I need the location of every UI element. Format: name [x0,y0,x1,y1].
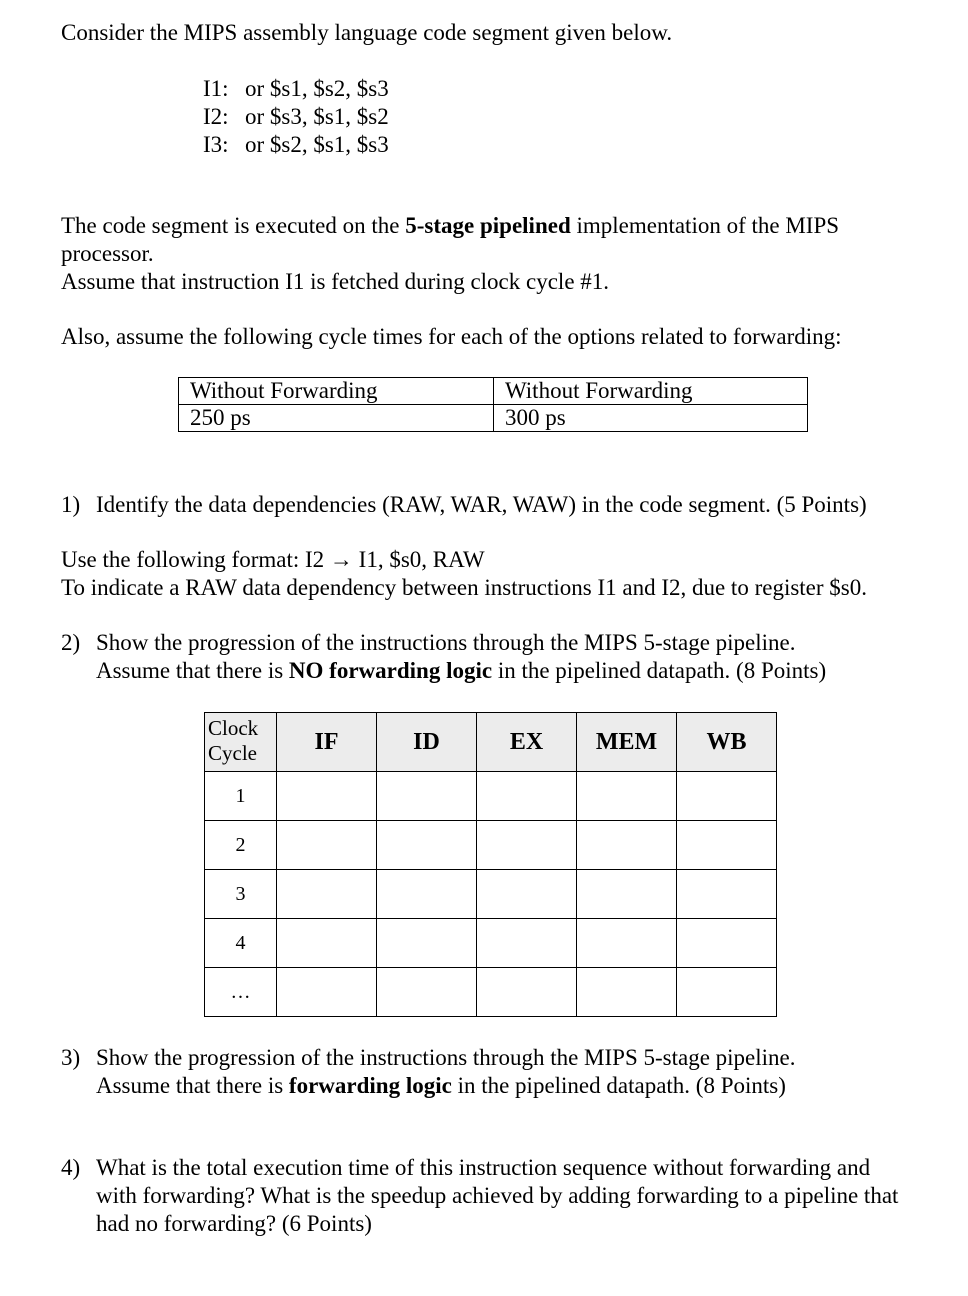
exec-post: implementation of the MIPS processor. [61,213,840,266]
code-segment [203,75,389,159]
table-row [205,968,777,1017]
stage-header-id: ID [377,713,477,772]
q2-line2-bold: NO forwarding logic [288,658,493,683]
question-number: 4) [61,1155,81,1180]
cycle-number: 3 [205,870,277,919]
exec-pre: The code segment is executed on the [61,213,406,238]
question-text [96,629,931,685]
pipeline-cell[interactable] [677,772,777,821]
clock-cycle-header [205,713,277,772]
question-text: Identify the data dependencies (RAW, WAR, WAW) in the code segment. (5 Points) [96,492,867,517]
pipeline-cell[interactable] [277,919,377,968]
question-number: 2) [61,630,81,655]
pipeline-cell[interactable] [577,870,677,919]
format-line: Use the following format: I2 → I1, $s0, RAW [61,547,485,572]
pipeline-cell[interactable] [377,919,477,968]
q2-line2-pre: Assume that there is [96,658,289,683]
pipeline-cell[interactable] [577,772,677,821]
q3-line2-bold: forwarding logic [288,1073,452,1098]
pipeline-cell[interactable] [277,821,377,870]
stage-header-mem: MEM [577,713,677,772]
exec-bold: 5-stage pipelined [405,213,571,238]
question-number: 1) [61,492,81,517]
exec-line2: Assume that instruction I1 is fetched during clock cycle #1. [61,269,610,294]
pipeline-cell[interactable] [277,870,377,919]
pipeline-cell[interactable] [677,919,777,968]
question-3 [61,1044,931,1100]
pipeline-cell[interactable] [477,772,577,821]
table-row [205,772,777,821]
pipeline-cell[interactable] [277,968,377,1017]
code-line [203,75,389,103]
pipeline-cell[interactable] [377,968,477,1017]
format-instructions [61,546,921,602]
stage-header-if: IF [277,713,377,772]
code-label: I3: [203,132,229,157]
code-line [203,131,389,159]
question-1 [61,491,931,519]
pipeline-cell[interactable] [677,870,777,919]
exec-paragraph [61,212,921,296]
pipeline-cell[interactable] [577,919,677,968]
q2-line2-post: in the pipelined datapath. (8 Points) [492,658,827,683]
q3-line2-pre: Assume that there is [96,1073,289,1098]
q2-line1: Show the progression of the instructions through the MIPS 5-stage pipeline. [96,630,796,655]
table-row [205,821,777,870]
pipeline-header-row [205,713,777,772]
pipeline-cell[interactable] [577,968,677,1017]
pipeline-cell[interactable] [377,821,477,870]
code-instr: or $s2, $s1, $s3 [245,132,389,157]
table-row [205,919,777,968]
option-header: Without Forwarding [179,378,494,405]
question-number: 3) [61,1045,81,1070]
pipeline-cell[interactable] [677,821,777,870]
q3-line1: Show the progression of the instructions through the MIPS 5-stage pipeline. [96,1045,796,1070]
options-header-row [179,378,808,405]
cc-line2: Cycle [208,741,257,765]
pipeline-cell[interactable] [277,772,377,821]
cycle-number: … [205,968,277,1017]
pipeline-cell[interactable] [477,821,577,870]
code-instr: or $s1, $s2, $s3 [245,76,389,101]
question-text [96,1044,931,1100]
option-value: 300 ps [494,405,808,432]
cycle-number: 4 [205,919,277,968]
question-text: What is the total execution time of this instruction sequence without forwarding and with forwarding? What is the speedup achieved by adding forwarding to a pipeline that had no forwarding? (6 Points) [96,1155,899,1236]
pipeline-cell[interactable] [577,821,677,870]
cycle-number: 1 [205,772,277,821]
forwarding-options-table [178,377,808,432]
code-label: I2: [203,104,229,129]
cycle-intro: Also, assume the following cycle times for each of the options related to forwarding: [61,324,842,349]
stage-header-ex: EX [477,713,577,772]
format-explain: To indicate a RAW data dependency between instructions I1 and I2, due to register $s0. [61,575,867,600]
question-4 [61,1154,911,1238]
pipeline-cell[interactable] [677,968,777,1017]
code-line [203,103,389,131]
code-instr: or $s3, $s1, $s2 [245,104,389,129]
cycle-number: 2 [205,821,277,870]
q3-line2-post: in the pipelined datapath. (8 Points) [451,1073,786,1098]
options-value-row [179,405,808,432]
pipeline-table [204,712,777,1017]
pipeline-cell[interactable] [477,919,577,968]
pipeline-cell[interactable] [377,772,477,821]
code-label: I1: [203,76,229,101]
question-2 [61,629,931,685]
stage-header-wb: WB [677,713,777,772]
table-row [205,870,777,919]
pipeline-cell[interactable] [377,870,477,919]
cc-line1: Clock [208,716,259,740]
pipeline-cell[interactable] [477,968,577,1017]
intro-text: Consider the MIPS assembly language code segment given below. [61,20,673,45]
option-header: Without Forwarding [494,378,808,405]
option-value: 250 ps [179,405,494,432]
pipeline-cell[interactable] [477,870,577,919]
